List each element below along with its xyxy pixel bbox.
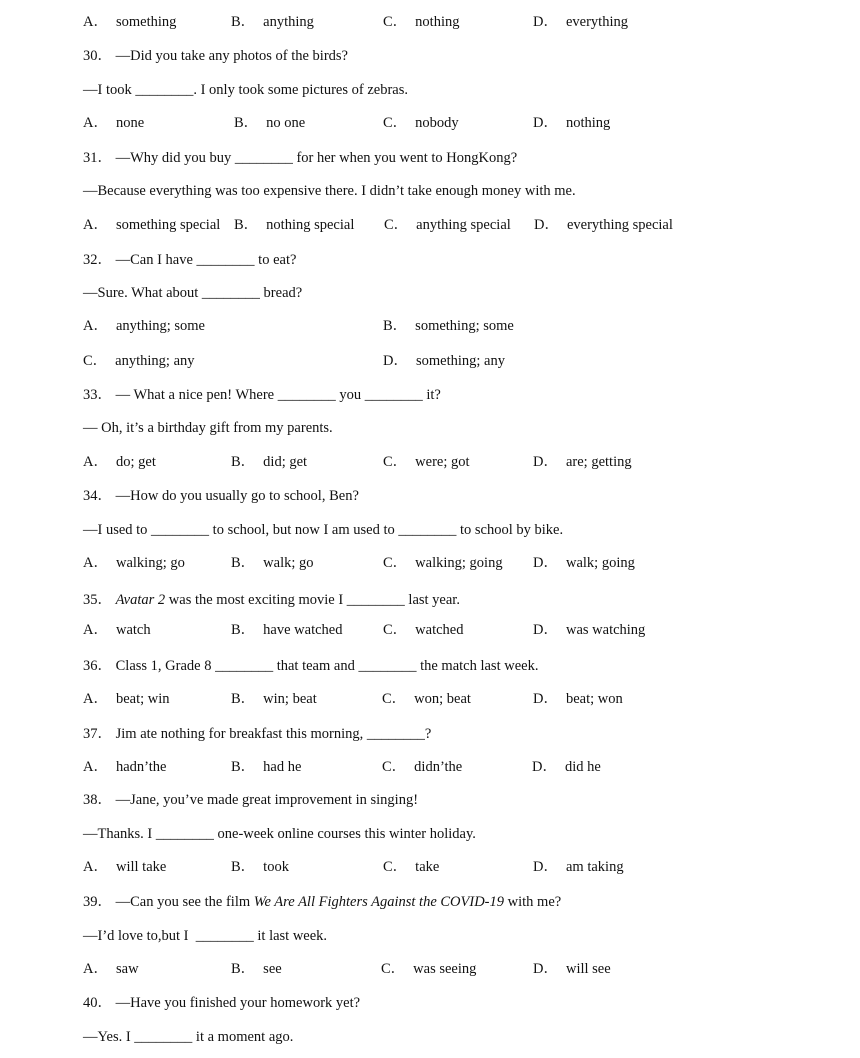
q29-option-d: D． everything (533, 14, 628, 30)
q37-question: 37． Jim ate nothing for breakfast this morning, ________? (83, 726, 432, 742)
q34-option-d: D． walk; going (533, 555, 635, 571)
q31-option-d: D． everything special (534, 217, 673, 233)
q35-option-c: C． watched (383, 622, 464, 638)
q36-option-c: C． won; beat (382, 691, 471, 707)
q36-question: 36． Class 1, Grade 8 ________ that team and ________ the match last week. (83, 658, 539, 674)
q30-question: 30． —Did you take any photos of the birds? (83, 48, 348, 64)
q33-option-b: B． did; get (231, 454, 308, 470)
q33-answer-line: — Oh, it’s a birthday gift from my parents. (83, 420, 333, 436)
q30-option-c: C． nobody (383, 115, 459, 131)
q37-option-c: C． didn’the (382, 759, 463, 775)
q39-option-d: D． will see (533, 961, 611, 977)
q40-answer-line: —Yes. I ________ it a moment ago. (83, 1029, 294, 1045)
q30-option-d: D． nothing (533, 115, 611, 131)
q36-option-d: D． beat; won (533, 691, 623, 707)
q34-answer-line: —I used to ________ to school, but now I am used to ________ to school by bike. (83, 522, 564, 538)
q31-option-b: B． nothing special (234, 217, 355, 233)
q29-option-a: A． something (83, 14, 177, 30)
q30-option-a: A． none (83, 115, 145, 131)
q35-question: 35． Avatar 2 was the most exciting movie I ________ last year. (83, 592, 460, 608)
q39-answer-line: —I’d love to,but I ________ it last week. (83, 928, 328, 944)
q31-option-a: A． something special (83, 217, 221, 233)
q35-option-b: B． have watched (231, 622, 343, 638)
q38-option-d: D． am taking (533, 859, 624, 875)
q37-option-a: A． hadn’the (83, 759, 167, 775)
q34-option-b: B． walk; go (231, 555, 314, 571)
q36-option-a: A． beat; win (83, 691, 170, 707)
q35-option-a: A． watch (83, 622, 151, 638)
q29-option-b: B． anything (231, 14, 314, 30)
q31-option-c: C． anything special (384, 217, 511, 233)
q34-option-c: C． walking; going (383, 555, 503, 571)
q39-option-a: A． saw (83, 961, 139, 977)
q39-option-c: C． was seeing (381, 961, 477, 977)
q31-question: 31． —Why did you buy ________ for her when you went to HongKong? (83, 150, 518, 166)
q33-question: 33． — What a nice pen! Where ________ you ________ it? (83, 387, 441, 403)
q30-answer-line: —I took ________. I only took some pictures of zebras. (83, 82, 408, 98)
q37-option-d: D． did he (532, 759, 601, 775)
q38-answer-line: —Thanks. I ________ one-week online courses this winter holiday. (83, 826, 476, 842)
q39-option-b: B． see (231, 961, 282, 977)
q32-question: 32． —Can I have ________ to eat? (83, 252, 297, 268)
q34-question: 34． —How do you usually go to school, Ben? (83, 488, 359, 504)
q33-option-a: A． do; get (83, 454, 156, 470)
q35-option-d: D． was watching (533, 622, 646, 638)
q32-option-c: C． anything; any (83, 353, 195, 369)
q38-question: 38． —Jane, you’ve made great improvement in singing! (83, 792, 419, 808)
q34-option-a: A． walking; go (83, 555, 185, 571)
q33-option-d: D． are; getting (533, 454, 632, 470)
q38-option-b: B． took (231, 859, 289, 875)
q33-option-c: C． were; got (383, 454, 470, 470)
q38-option-c: C． take (383, 859, 440, 875)
q31-answer-line: —Because everything was too expensive there. I didn’t take enough money with me. (83, 183, 576, 199)
q39-question: 39． —Can you see the film We Are All Fighters Against the COVID-19 with me? (83, 894, 562, 910)
q38-option-a: A． will take (83, 859, 167, 875)
q32-option-d: D． something; any (383, 353, 505, 369)
q32-option-b: B． something; some (383, 318, 514, 334)
q32-answer-line: —Sure. What about ________ bread? (83, 285, 303, 301)
q32-option-a: A． anything; some (83, 318, 205, 334)
q40-question: 40． —Have you finished your homework yet? (83, 995, 361, 1011)
q37-option-b: B． had he (231, 759, 302, 775)
q29-option-c: C． nothing (383, 14, 460, 30)
q36-option-b: B． win; beat (231, 691, 317, 707)
q30-option-b: B． no one (234, 115, 306, 131)
